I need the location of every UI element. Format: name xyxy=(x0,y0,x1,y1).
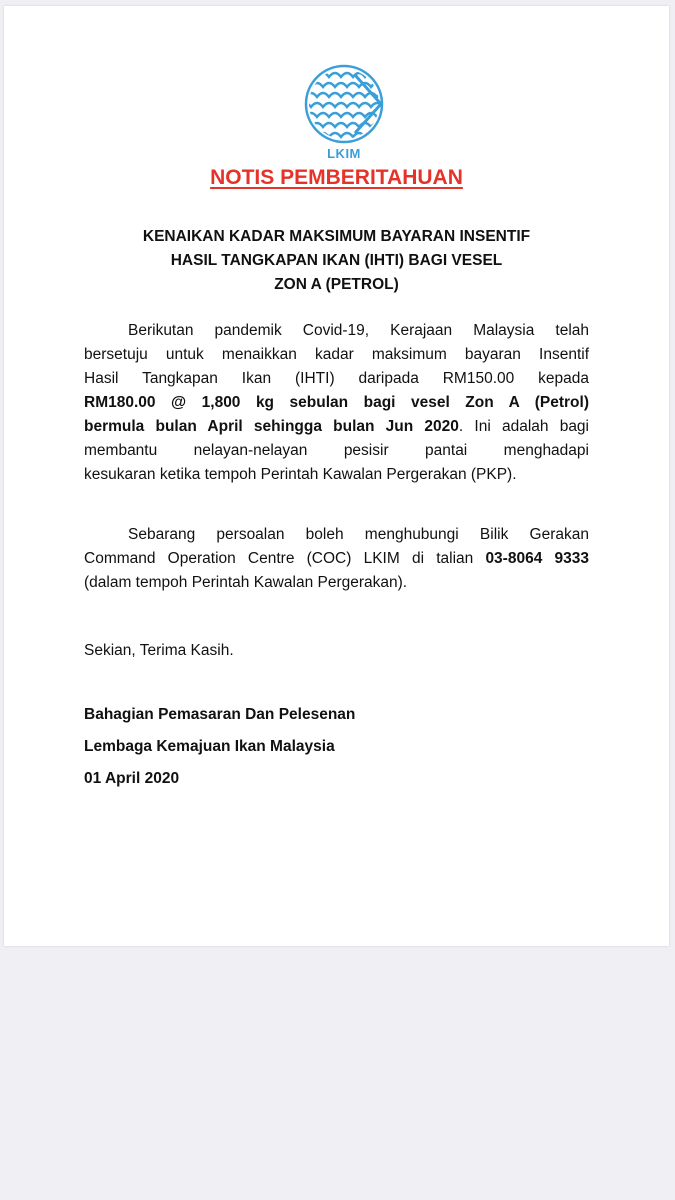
heading-line: HASIL TANGKAPAN IKAN (IHTI) BAGI VESEL xyxy=(170,252,503,269)
paragraph-line: (dalam tempoh Perintah Kawalan Pergerakan). xyxy=(84,574,408,591)
signature-date: 01 April 2020 xyxy=(84,770,180,787)
text: . Ini adalah bagi xyxy=(458,418,589,435)
signature-division: Bahagian Pemasaran Dan Pelesenan xyxy=(84,706,356,723)
bold-text: bermula bulan April sehingga bulan Jun 2020 xyxy=(84,418,459,435)
text: Command Operation Centre (COC) LKIM di talian xyxy=(84,550,486,567)
notice-document xyxy=(4,6,669,946)
phone-number: 03-8064 9333 xyxy=(485,550,589,567)
paragraph-line: membantu nelayan-nelayan pesisir pantai menghadapi xyxy=(84,442,589,459)
paragraph-line xyxy=(84,547,589,571)
lkim-fish-scale-logo-icon xyxy=(303,63,385,145)
paragraph-line: Berikutan pandemik Covid-19, Kerajaan Malaysia telah xyxy=(128,322,589,339)
notice-heading xyxy=(64,225,609,297)
logo-text: LKIM xyxy=(327,146,361,161)
paragraph-line: Hasil Tangkapan Ikan (IHTI) daripada RM150.00 kepada xyxy=(84,370,589,387)
paragraph-line-bold xyxy=(84,391,589,415)
paragraph-line: kesukaran ketika tempoh Perintah Kawalan Pergerakan (PKP). xyxy=(84,466,517,483)
paragraph-line: bersetuju untuk menaikkan kadar maksimum bayaran Insentif xyxy=(84,346,589,363)
heading-line: KENAIKAN KADAR MAKSIMUM BAYARAN INSENTIF xyxy=(142,228,531,245)
closing-text: Sekian, Terima Kasih. xyxy=(84,642,234,659)
signature-organization: Lembaga Kemajuan Ikan Malaysia xyxy=(84,738,335,755)
heading-line: ZON A (PETROL) xyxy=(274,276,399,293)
paragraph-line xyxy=(84,415,589,439)
bold-text: RM180.00 @ 1,800 kg sebulan bagi vesel Zon A (Petrol) xyxy=(84,394,589,411)
paragraph-line: Sebarang persoalan boleh menghubungi Bilik Gerakan xyxy=(128,526,589,543)
paragraph-contact xyxy=(84,523,589,595)
notice-title: NOTIS PEMBERITAHUAN xyxy=(210,166,463,189)
paragraph-announcement xyxy=(84,319,589,487)
